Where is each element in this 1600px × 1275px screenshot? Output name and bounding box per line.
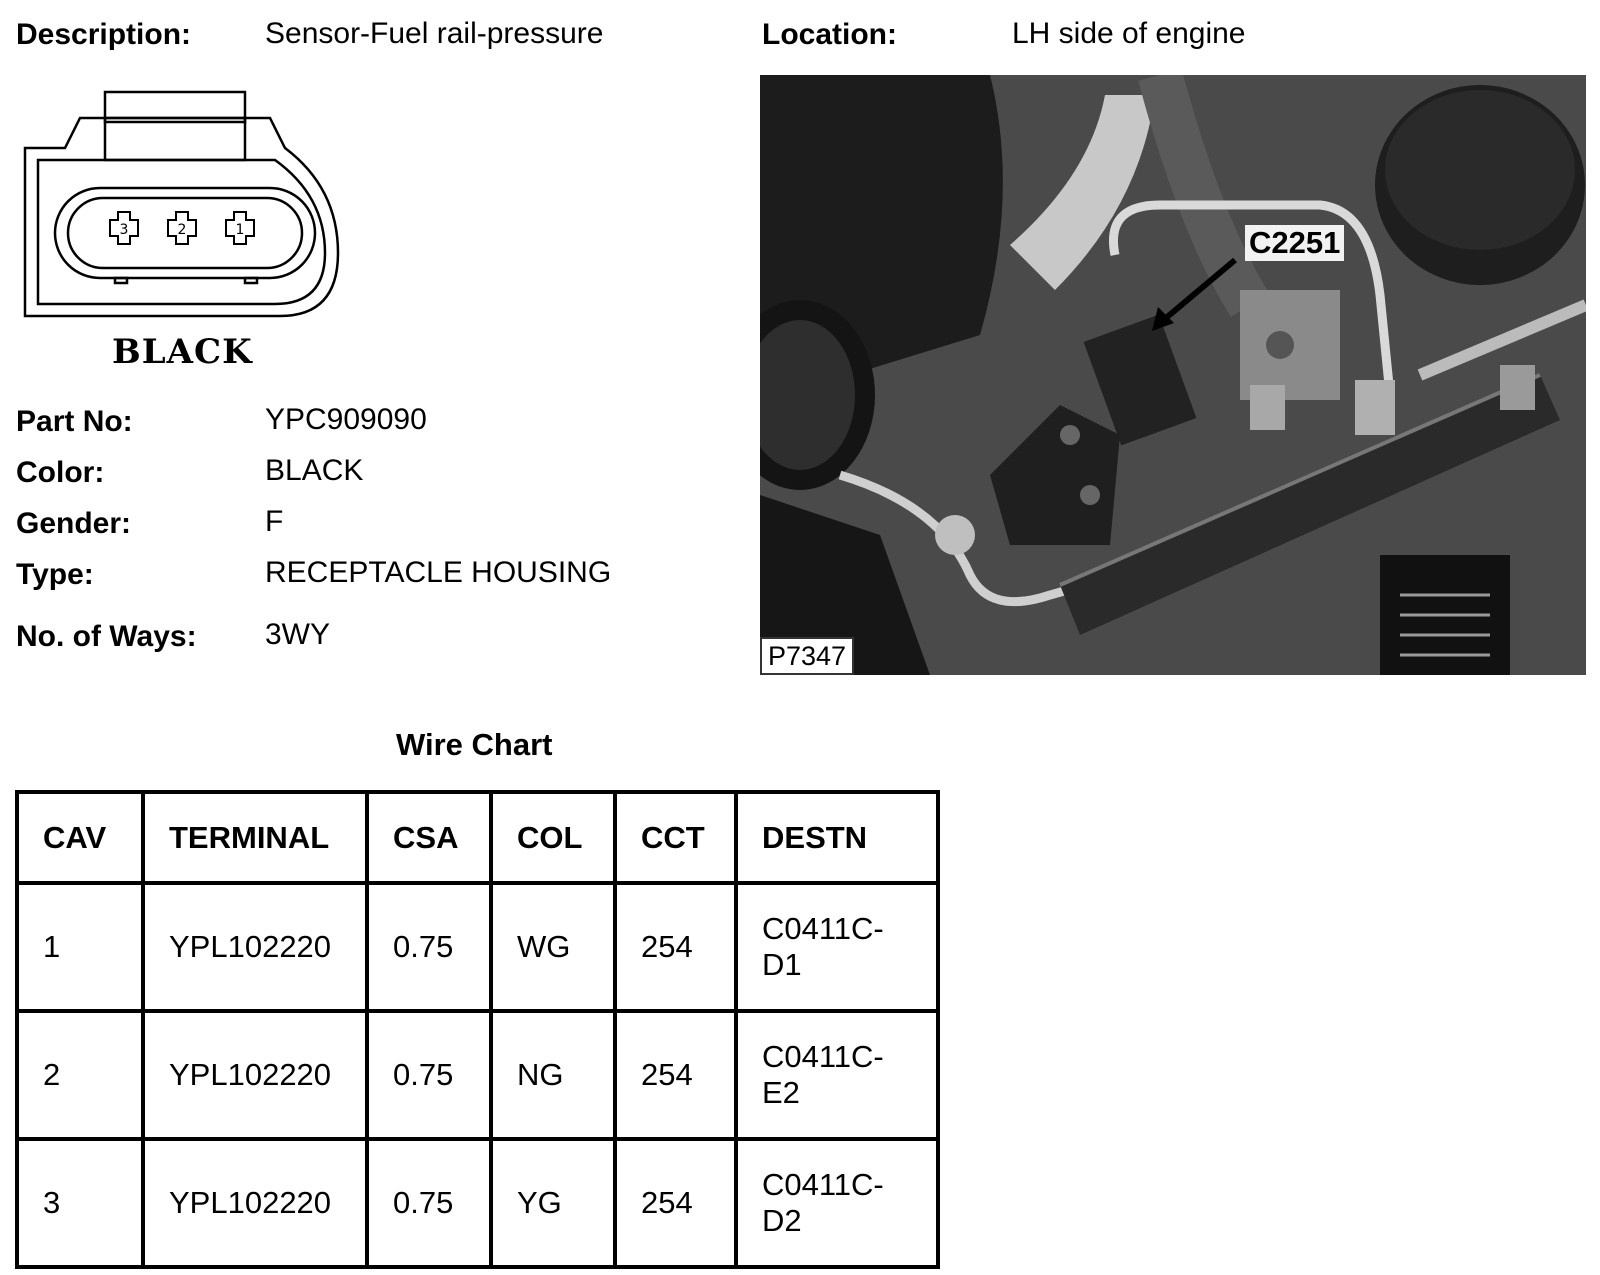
wire-chart-title: Wire Chart bbox=[396, 727, 553, 762]
connector-color-label: BLACK bbox=[112, 332, 253, 372]
table-row bbox=[17, 883, 938, 1011]
cell-cav: 3 bbox=[17, 1139, 143, 1267]
header-cav: CAV bbox=[17, 792, 143, 883]
connector-diagram bbox=[20, 88, 350, 333]
cell-destn: C0411C-D2 bbox=[736, 1139, 938, 1267]
description-value: Sensor-Fuel rail-pressure bbox=[265, 17, 604, 50]
cell-destn: C0411C-D1 bbox=[736, 883, 938, 1011]
cell-cav: 1 bbox=[17, 883, 143, 1011]
cell-cct: 254 bbox=[615, 1011, 736, 1139]
photo-reference-code: P7347 bbox=[760, 637, 854, 675]
cell-cct: 254 bbox=[615, 1139, 736, 1267]
cell-terminal: YPL102220 bbox=[143, 1011, 367, 1139]
pin-label: 1 bbox=[235, 222, 245, 238]
cell-col: YG bbox=[491, 1139, 615, 1267]
gender-label: Gender: bbox=[16, 507, 132, 540]
pin-label: 3 bbox=[119, 222, 129, 238]
location-label: Location: bbox=[762, 18, 897, 51]
pin-label: 2 bbox=[177, 222, 187, 238]
header-terminal: TERMINAL bbox=[143, 792, 367, 883]
color-value: BLACK bbox=[265, 454, 364, 487]
ways-label: No. of Ways: bbox=[16, 620, 197, 653]
cell-cav: 2 bbox=[17, 1011, 143, 1139]
cell-destn: C0411C-E2 bbox=[736, 1011, 938, 1139]
location-value: LH side of engine bbox=[1012, 17, 1246, 50]
table-row bbox=[17, 1011, 938, 1139]
wire-chart-table bbox=[15, 790, 940, 1269]
location-photo bbox=[760, 75, 1586, 675]
cell-csa: 0.75 bbox=[367, 883, 491, 1011]
header-destn: DESTN bbox=[736, 792, 938, 883]
header-csa: CSA bbox=[367, 792, 491, 883]
ways-value: 3WY bbox=[265, 618, 331, 651]
connector-housing-drawing bbox=[20, 88, 350, 328]
part-no-value: YPC909090 bbox=[265, 403, 427, 436]
type-value: RECEPTACLE HOUSING bbox=[265, 556, 612, 589]
cell-csa: 0.75 bbox=[367, 1139, 491, 1267]
cell-cct: 254 bbox=[615, 883, 736, 1011]
type-label: Type: bbox=[16, 558, 94, 591]
gender-value: F bbox=[265, 505, 284, 538]
cell-col: NG bbox=[491, 1011, 615, 1139]
table-header-row bbox=[17, 792, 938, 883]
cell-terminal: YPL102220 bbox=[143, 883, 367, 1011]
table-row bbox=[17, 1139, 938, 1267]
cell-col: WG bbox=[491, 883, 615, 1011]
header-col: COL bbox=[491, 792, 615, 883]
header-cct: CCT bbox=[615, 792, 736, 883]
description-label: Description: bbox=[16, 18, 192, 51]
cell-csa: 0.75 bbox=[367, 1011, 491, 1139]
cell-terminal: YPL102220 bbox=[143, 1139, 367, 1267]
color-label: Color: bbox=[16, 456, 105, 489]
engine-bay-image bbox=[760, 75, 1586, 675]
connector-callout: C2251 bbox=[1245, 225, 1344, 261]
part-no-label: Part No: bbox=[16, 405, 133, 438]
